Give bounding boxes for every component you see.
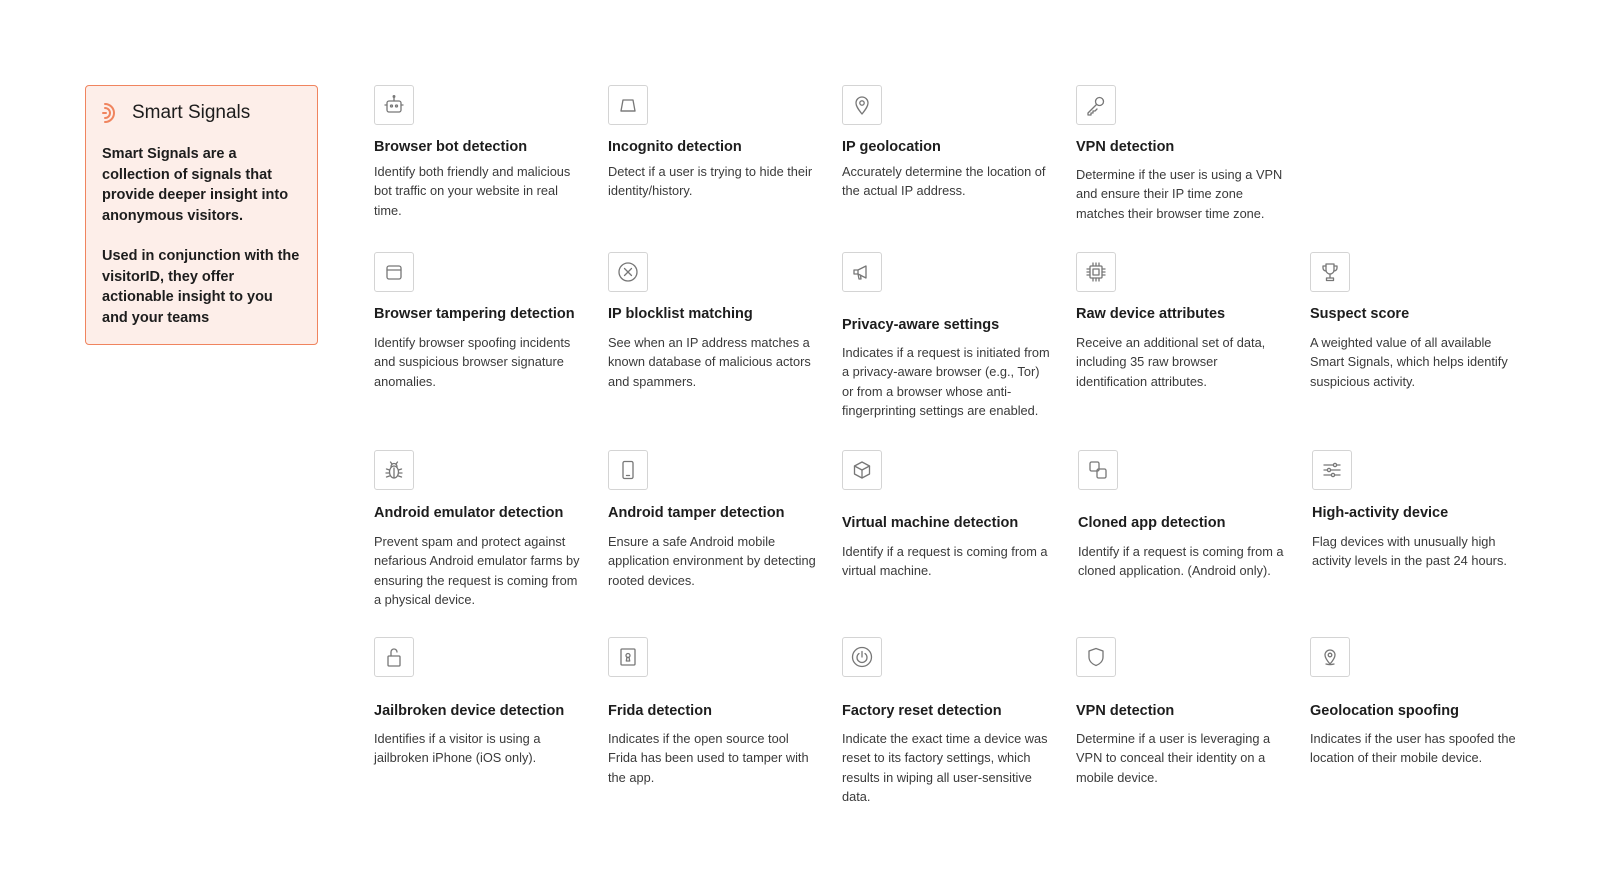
feature-title: IP geolocation — [842, 139, 941, 155]
browser-window-icon — [382, 260, 406, 284]
feature-title: Virtual machine detection — [842, 515, 1019, 531]
shield-icon — [1084, 645, 1108, 669]
feature-description: Accurately determine the location of the actual IP address. — [842, 164, 1046, 199]
card-paragraph-usage: Used in conjunction with the visitorID, they offer actionable insight to you and your teams — [102, 248, 300, 326]
feature-title: Jailbroken device detection — [374, 703, 565, 719]
feature-title: IP blocklist matching — [608, 306, 753, 322]
smart-signals-logo-icon — [102, 100, 124, 126]
feature-title: High-activity device — [1312, 505, 1449, 521]
feature-title: Privacy-aware settings — [842, 317, 1000, 333]
sliders-icon — [1320, 458, 1344, 482]
megaphone-icon — [850, 260, 874, 284]
feature-description: Detect if a user is trying to hide their identity/history. — [608, 164, 813, 199]
feature-title: Raw device attributes — [1076, 306, 1226, 322]
feature-description: Determine if a user is leveraging a VPN to conceal their identity on a mobile device. — [1076, 731, 1271, 785]
feature-title: Factory reset detection — [842, 703, 1002, 719]
feature-description: See when an IP address matches a known database of malicious actors and spammers. — [608, 335, 811, 389]
feature-description: A weighted value of all available Smart Signals, which helps identify suspicious activity. — [1310, 335, 1508, 389]
feature-title: Android emulator detection — [374, 505, 564, 521]
feature-description: Determine if the user is using a VPN and ensure their IP time zone matches their browser time zone. — [1076, 167, 1283, 221]
feature-description: Identify if a request is coming from a virtual machine. — [842, 544, 1048, 579]
feature-title: VPN detection — [1076, 703, 1175, 719]
feature-title: Geolocation spoofing — [1310, 703, 1460, 719]
card-title: Smart Signals — [132, 102, 251, 123]
feature-description: Indicates if a request is initiated from a privacy-aware browser (e.g., Tor) or from a browser whose anti-fingerprinting settings are enabled. — [842, 345, 1050, 419]
smart-signals-card — [85, 85, 318, 345]
feature-description: Indicates if the open source tool Frida has been used to tamper with the app. — [608, 731, 809, 785]
feature-description: Receive an additional set of data, including 35 raw browser identification attributes. — [1076, 335, 1266, 389]
feature-description: Prevent spam and protect against nefarious Android emulator farms by ensuring the request is coming from a physical device. — [374, 534, 580, 608]
cube-icon — [850, 458, 874, 482]
location-pin-icon — [1318, 645, 1342, 669]
feature-title: Cloned app detection — [1078, 515, 1226, 531]
keyhole-icon — [616, 645, 640, 669]
clone-icon — [1086, 458, 1110, 482]
location-pin-icon — [850, 93, 874, 117]
feature-title: Browser bot detection — [374, 139, 528, 155]
feature-description: Flag devices with unusually high activity levels in the past 24 hours. — [1312, 534, 1507, 569]
feature-title: Suspect score — [1310, 306, 1410, 322]
circle-x-icon — [616, 260, 640, 284]
feature-description: Identify both friendly and malicious bot traffic on your website in real time. — [374, 164, 571, 218]
trophy-icon — [1318, 260, 1342, 284]
unlocked-padlock-icon — [382, 645, 406, 669]
phone-icon — [616, 458, 640, 482]
feature-title: Browser tampering detection — [374, 306, 575, 322]
feature-description: Indicate the exact time a device was reset to its factory settings, which results in wiping all user-sensitive data. — [842, 731, 1048, 805]
key-icon — [1084, 93, 1108, 117]
feature-title: Frida detection — [608, 703, 712, 719]
power-icon — [850, 645, 874, 669]
feature-title: VPN detection — [1076, 139, 1175, 155]
incognito-icon — [616, 93, 640, 117]
robot-icon — [382, 93, 406, 117]
feature-description: Ensure a safe Android mobile application environment by detecting rooted devices. — [608, 534, 816, 588]
feature-description: Identifies if a visitor is using a jailbroken iPhone (iOS only). — [374, 731, 541, 766]
feature-title: Incognito detection — [608, 139, 742, 155]
card-header — [102, 100, 301, 126]
chip-icon — [1084, 260, 1108, 284]
bug-icon — [382, 458, 406, 482]
feature-description: Indicates if the user has spoofed the location of their mobile device. — [1310, 731, 1516, 766]
card-paragraph-intro: Smart Signals are a collection of signals that provide deeper insight into anonymous visitors. — [102, 146, 289, 224]
feature-description: Identify browser spoofing incidents and suspicious browser signature anomalies. — [374, 335, 571, 389]
feature-description: Identify if a request is coming from a cloned application. (Android only). — [1078, 544, 1284, 579]
feature-title: Android tamper detection — [608, 505, 785, 521]
